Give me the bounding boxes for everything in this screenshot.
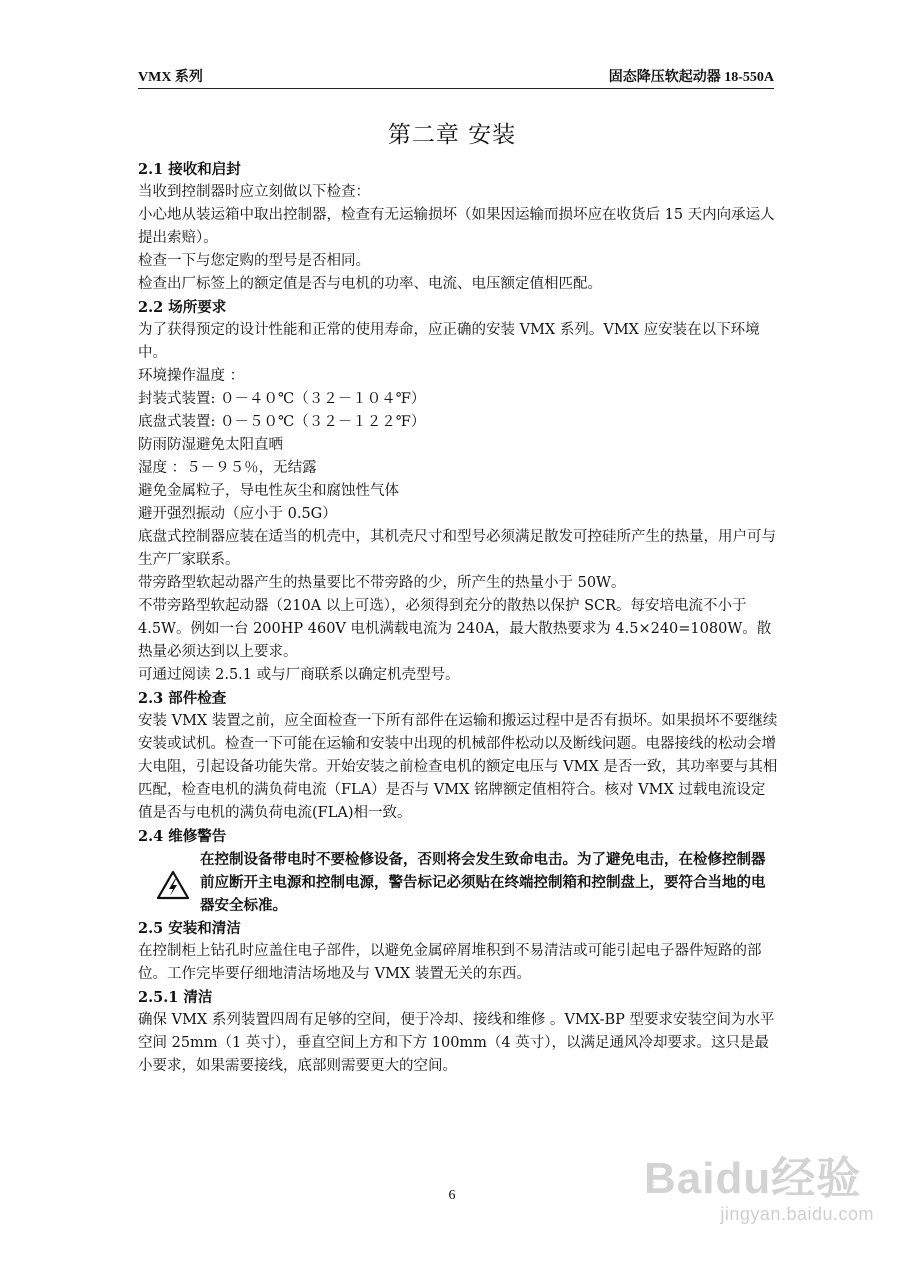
chapter-title: 第二章 安装 — [387, 122, 517, 148]
chapter-body — [138, 158, 778, 1078]
paragraph: 封装式装置: ０－４０℃（３２－１０４℉） — [138, 391, 426, 407]
paragraph: 底盘式装置: ０－５０℃（３２－１２２℉） — [138, 414, 426, 430]
paragraph: 带旁路型软起动器产生的热量要比不带旁路的少，所产生的热量小于 50W。 — [138, 575, 626, 591]
paragraph: 确保 VMX 系列装置四周有足够的空间，便于冷却、接线和维修 。VMX-BP 型要求安装空间为水平空间 25mm（1 英寸），垂直空间上方和下方 100mm（4 英寸），以满足通风冷却要求。这只是最小要求，如果需要接线，底部则需要更大的空间。 — [138, 1012, 775, 1074]
paragraph: 湿度 ：５－９５％，无结露 — [138, 460, 317, 476]
page-number: 6 — [448, 1188, 456, 1203]
header-product: 固态降压软起动器 18-550A — [608, 70, 774, 85]
paragraph: 环境操作温度 ： — [138, 368, 245, 384]
paragraph: 避免金属粒子，导电性灰尘和腐蚀性气体 — [138, 483, 399, 499]
service-warning — [138, 848, 778, 917]
baidu-watermark — [644, 1142, 874, 1252]
paragraph: 防雨防湿避免太阳直晒 — [138, 437, 283, 453]
electric-shock-warning-icon — [156, 870, 190, 900]
header-series: VMX 系列 — [138, 70, 203, 85]
paragraph: 在控制柜上钻孔时应盖住电子部件，以避免金属碎屑堆积到不易清洁或可能引起电子器件短路的部位。工作完毕要仔细地清洁场地及与 VMX 装置无关的东西。 — [138, 943, 762, 982]
paragraph: 为了获得预定的设计性能和正常的使用寿命，应正确的安装 VMX 系列。VMX 应安装在以下环境中。 — [138, 322, 760, 361]
section-heading: 2.2 场所要求 — [138, 299, 227, 316]
paragraph: 检查一下与您定购的型号是否相同。 — [138, 253, 370, 269]
section-heading: 2.5 安装和清洁 — [138, 920, 241, 937]
warning-text: 在控制设备带电时不要检修设备，否则将会发生致命电击。为了避免电击，在检修控制器前应断开主电源和控制电源，警告标记必须贴在终端控制箱和控制盘上，要符合当地的电器安全标准。 — [200, 851, 766, 914]
section-heading: 2.3 部件检查 — [138, 690, 227, 707]
section-heading: 2.4 维修警告 — [138, 828, 227, 845]
watermark-url: jingyan.baidu.com — [720, 1204, 874, 1224]
watermark-logo: Baidu经验 — [644, 1154, 862, 1203]
paragraph: 当收到控制器时应立刻做以下检查： — [138, 184, 370, 200]
paragraph: 可通过阅读 2.5.1 或与厂商联系以确定机壳型号。 — [138, 667, 460, 683]
section-heading: 2.5.1 清洁 — [138, 989, 213, 1006]
paragraph: 小心地从装运箱中取出控制器，检查有无运输损坏（如果因运输而损坏应在收货后 15 天内向承运人提出索赔）。 — [138, 207, 775, 246]
paragraph: 不带旁路型软起动器（210A 以上可选），必须得到充分的散热以保护 SCR。每安培电流不小于 4.5W。例如一台 200HP 460V 电机满载电流为 240A，最大散热要求为 4.5×240=1080W。散热量必须达到以上要求。 — [138, 598, 772, 660]
page-header — [138, 66, 774, 89]
paragraph: 底盘式控制器应装在适当的机壳中，其机壳尺寸和型号必须满足散发可控硅所产生的热量，用户可与生产厂家联系。 — [138, 529, 776, 568]
section-heading: 2.1 接收和启封 — [138, 161, 241, 178]
paragraph: 安装 VMX 装置之前，应全面检查一下所有部件在运输和搬运过程中是否有损坏。如果损坏不要继续安装或试机。检查一下可能在运输和安装中出现的机械部件松动以及断线问题。电器接线的松动会增大电阻，引起设备功能失常。开始安装之前检查电机的额定电压与 VMX 是否一致，其功率要与其相匹配，检查电机的满负荷电流（FLA）是否与 VMX 铭牌额定值相符合。核对 VMX 过载电流设定值是否与电机的满负荷电流(FLA)相一致。 — [138, 713, 778, 821]
paragraph: 检查出厂标签上的额定值是否与电机的功率、电流、电压额定值相匹配。 — [138, 276, 602, 292]
paragraph: 避开强烈振动（应小于 0.5G） — [138, 506, 337, 522]
